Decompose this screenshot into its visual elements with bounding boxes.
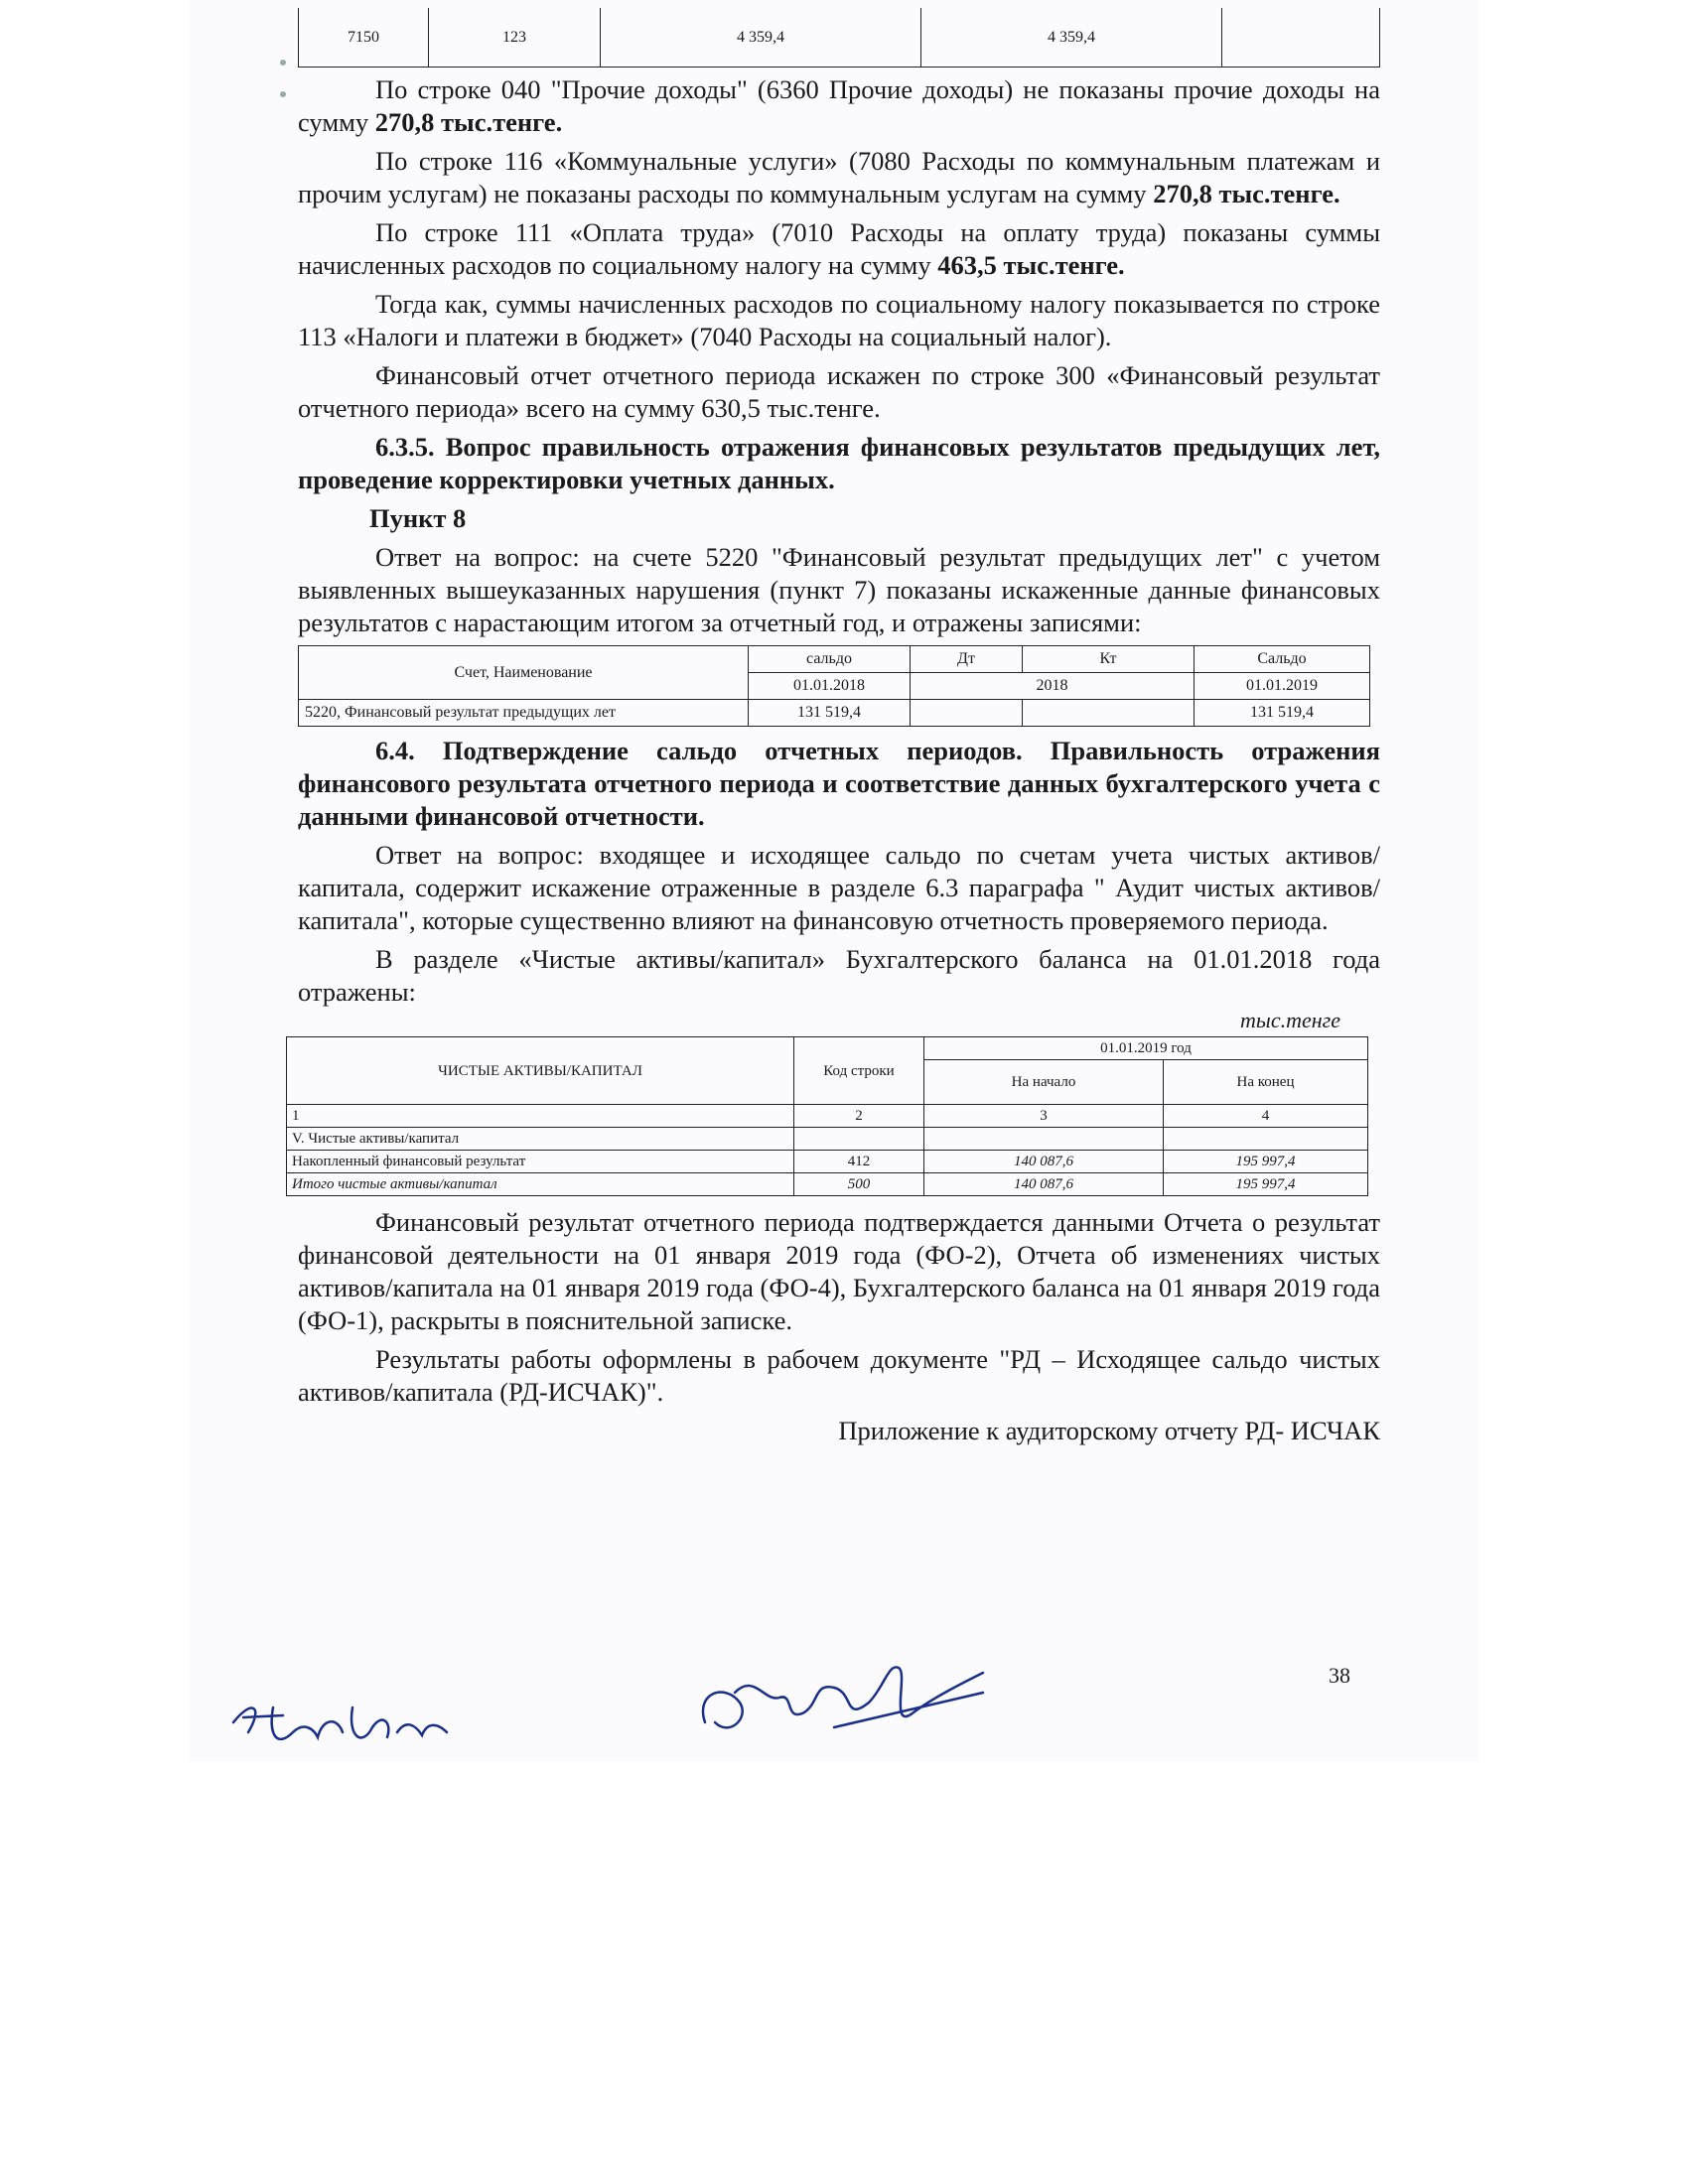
table-cell: 4 359,4 xyxy=(921,8,1222,68)
paragraph: В разделе «Чистые активы/капитал» Бухгалтерского баланса на 01.01.2018 года отражены: xyxy=(298,944,1380,1007)
table-cell: 4 359,4 xyxy=(601,8,921,68)
paragraph: Ответ на вопрос: входящее и исходящее сальдо по счетам учета чистых активов/капитала, содержит искажение отраженные в разделе 6.3 параграфа " Аудит чистых активов/капитала", которые существенно влияют на финансовую отчетность проверяемого периода. xyxy=(298,840,1380,935)
table-cell: 500 xyxy=(794,1173,924,1196)
table-cell xyxy=(1222,8,1380,68)
table-header-cell: Дт xyxy=(911,646,1023,673)
paragraph xyxy=(298,145,1380,210)
paragraph-text: По строке 116 «Коммунальные услуги» (7080 Расходы по коммунальным платежам и прочим услугам) не показаны расходы по коммунальным услугам на сумму xyxy=(298,146,1380,208)
amount: 270,8 тыс.тенге. xyxy=(374,107,563,137)
table-cell: 195 997,4 xyxy=(1164,1173,1368,1196)
paragraph-text: По строке 040 "Прочие доходы" (6360 Прочие доходы) не показаны прочие доходы на сумму xyxy=(298,74,1380,137)
table-header-cell: ЧИСТЫЕ АКТИВЫ/КАПИТАЛ xyxy=(287,1037,794,1105)
table-cell: 3 xyxy=(924,1105,1164,1128)
continued-table-row xyxy=(298,8,1380,68)
table-row xyxy=(287,1037,1368,1060)
table-cell: 131 519,4 xyxy=(1195,700,1370,727)
table-header-cell: 01.01.2019 xyxy=(1195,673,1370,700)
table-cell xyxy=(794,1128,924,1151)
table-cell: 1 xyxy=(287,1105,794,1128)
table-header-cell: сальдо xyxy=(749,646,911,673)
paragraph: Результаты работы оформлены в рабочем документе "РД – Исходящее сальдо чистых активов/капитала (РД-ИСЧАК)". xyxy=(298,1344,1380,1407)
table-header-cell: 01.01.2019 год xyxy=(924,1037,1368,1060)
appendix-note: Приложение к аудиторскому отчету РД- ИСЧАК xyxy=(838,1416,1380,1445)
table-cell: 140 087,6 xyxy=(924,1151,1164,1173)
table-cell: 140 087,6 xyxy=(924,1173,1164,1196)
table-cell: 195 997,4 xyxy=(1164,1151,1368,1173)
table-cell: Итого чистые активы/капитал xyxy=(287,1173,794,1196)
section-heading: 6.4. Подтверждение сальдо отчетных периодов. Правильность отражения финансового результата отчетного периода и соответствие данных бухгалтерского учета с данными финансовой отчетности. xyxy=(298,736,1380,831)
amount: 463,5 тыс.тенге. xyxy=(937,250,1125,280)
scan-mark xyxy=(280,91,286,97)
table-cell: 2 xyxy=(794,1105,924,1128)
page-number: 38 xyxy=(1329,1663,1350,1688)
table-cell: Накопленный финансовый результат xyxy=(287,1151,794,1173)
table-cell xyxy=(1164,1128,1368,1151)
net-assets-table xyxy=(286,1036,1368,1196)
table-header-cell: Сальдо xyxy=(1195,646,1370,673)
table-row xyxy=(299,700,1370,727)
paragraph: Финансовый результат отчетного периода подтверждается данными Отчета о результат финансовой деятельности на 01 января 2019 года (ФО-2), Отчета об изменениях чистых активов/капитала на 01 января 2019 года (ФО-4), Бухгалтерского баланса на 01 января 2019 года (ФО-1), раскрыты в пояснительной записке. xyxy=(298,1207,1380,1335)
table-header-cell: 2018 xyxy=(911,673,1195,700)
table-row xyxy=(287,1105,1368,1128)
table-row xyxy=(287,1151,1368,1173)
table-cell xyxy=(1023,700,1195,727)
table-header-cell: 01.01.2018 xyxy=(749,673,911,700)
units-label: тыс.тенге xyxy=(1240,1008,1340,1032)
amount: 270,8 тыс.тенге. xyxy=(1153,179,1340,208)
table-row xyxy=(299,8,1380,68)
paragraph: Ответ на вопрос: на счете 5220 "Финансовый результат предыдущих лет" с учетом выявленных вышеуказанных нарушения (пункт 7) показаны искаженные данные финансовых результатов с нарастающим итогом за отчетный год, и отражены записями: xyxy=(298,542,1380,637)
paragraph-text: По строке 111 «Оплата труда» (7010 Расходы на оплату труда) показаны суммы начисленных расходов по социальному налогу на сумму xyxy=(298,217,1380,280)
table-row xyxy=(287,1128,1368,1151)
table-header-cell: На конец xyxy=(1164,1060,1368,1105)
table-cell xyxy=(911,700,1023,727)
table-cell: 412 xyxy=(794,1151,924,1173)
paragraph: Тогда как, суммы начисленных расходов по социальному налогу показывается по строке 113 «Налоги и платежи в бюджет» (7040 Расходы на социальный налог). xyxy=(298,289,1380,351)
table-header-cell: Кт xyxy=(1023,646,1195,673)
account-5220-table xyxy=(298,645,1370,727)
table-cell: 131 519,4 xyxy=(749,700,911,727)
item-heading: Пункт 8 xyxy=(369,503,467,533)
signature-left xyxy=(223,1678,462,1767)
document-body xyxy=(292,73,1380,1453)
paragraph xyxy=(298,73,1380,139)
table-cell: 7150 xyxy=(299,8,429,68)
table-cell: 5220, Финансовый результат предыдущих лет xyxy=(299,700,749,727)
table-header-cell: Счет, Наименование xyxy=(299,646,749,700)
section-heading: 6.3.5. Вопрос правильность отражения финансовых результатов предыдущих лет, проведение корректировки учетных данных. xyxy=(298,432,1380,494)
signature-center xyxy=(685,1643,1003,1762)
table-cell xyxy=(924,1128,1164,1151)
table-row xyxy=(299,646,1370,673)
table-cell: V. Чистые активы/капитал xyxy=(287,1128,794,1151)
table-row xyxy=(287,1173,1368,1196)
table-cell: 4 xyxy=(1164,1105,1368,1128)
table-header-cell: Код строки xyxy=(794,1037,924,1105)
paragraph: Финансовый отчет отчетного периода искажен по строке 300 «Финансовый результат отчетного периода» всего на сумму 630,5 тыс.тенге. xyxy=(298,360,1380,423)
table-cell: 123 xyxy=(429,8,601,68)
paragraph xyxy=(298,216,1380,282)
scan-mark xyxy=(280,60,286,66)
table-header-cell: На начало xyxy=(924,1060,1164,1105)
